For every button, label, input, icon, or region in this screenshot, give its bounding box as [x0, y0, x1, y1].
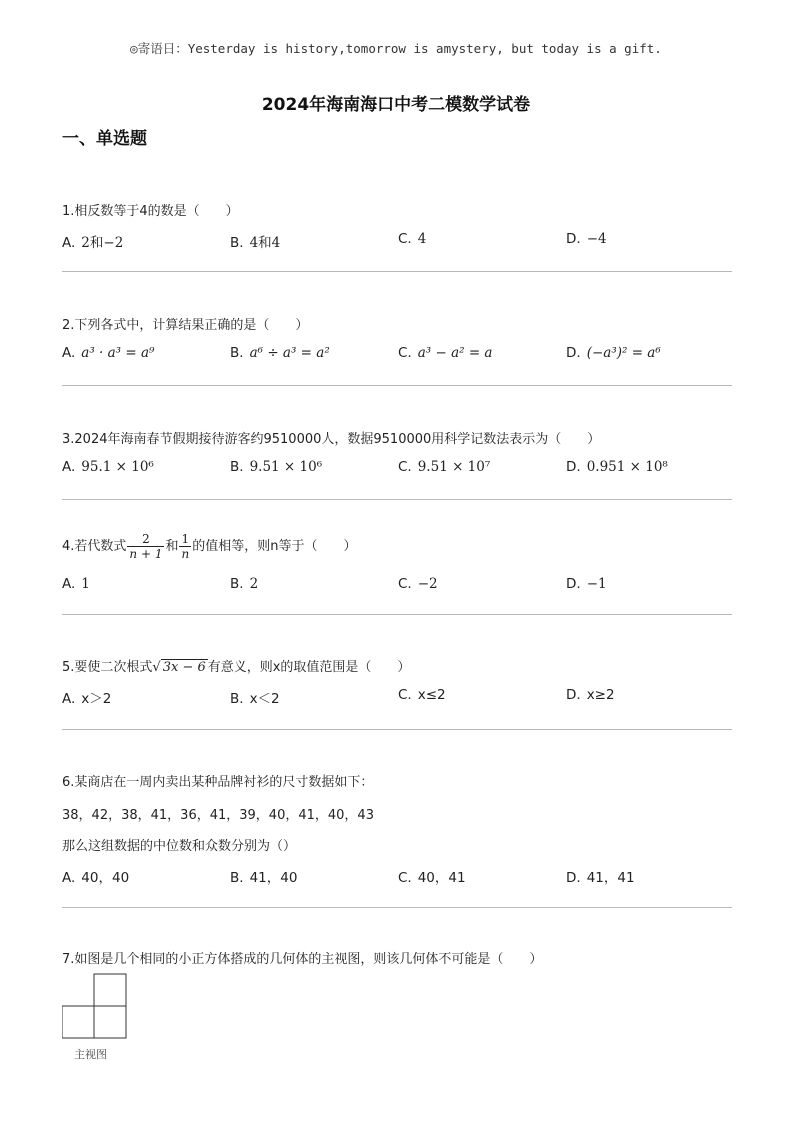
option-c[interactable]: C. x≤2: [398, 687, 446, 703]
option-c[interactable]: C. a³ − a² = a: [398, 345, 493, 361]
question-4: [62, 532, 732, 592]
option-a[interactable]: A. 1: [62, 576, 90, 592]
question-7: [62, 948, 732, 967]
question-5: [62, 656, 732, 707]
figure-caption: 主视图: [74, 1048, 107, 1061]
top-cube-square: [94, 974, 126, 1006]
bottom-left-cube-square: [62, 1006, 94, 1038]
option-d[interactable]: D. x≥2: [566, 687, 615, 703]
motto: ◎寄语日：Yesterday is history,tomorrow is amystery, but today is a gift.: [130, 41, 662, 56]
square-root-expression: √ 3x − 6: [152, 660, 206, 675]
option-d[interactable]: D. (−a³)² = a⁶: [566, 345, 661, 361]
front-view-figure: [62, 972, 132, 1062]
option-a[interactable]: A. 95.1 × 10⁶: [62, 459, 154, 475]
divider: [62, 907, 732, 908]
option-b[interactable]: B. 9.51 × 10⁶: [230, 459, 323, 475]
fraction-2-over-n-plus-1: $\frac{2}{n + 1}$: [129, 532, 163, 561]
option-d[interactable]: D. −4: [566, 231, 607, 247]
data-line: 38，42，38，41，36，41，39，40，41，40，43: [62, 808, 374, 823]
option-b[interactable]: B. x＜2: [230, 691, 280, 707]
question-2: [62, 314, 732, 361]
options-row: [62, 231, 732, 251]
option-b[interactable]: B. 4和4: [230, 235, 281, 251]
question-stem: 5.要使二次根式√ 3x − 6 有意义，则x的取值范围是（ ）: [62, 660, 411, 675]
front-view-diagram: [62, 972, 132, 1044]
option-a[interactable]: A. 2和−2: [62, 235, 124, 251]
question-stem: 7.如图是几个相同的小正方体搭成的几何体的主视图，则该几何体不可能是（ ）: [62, 952, 543, 967]
divider: [62, 271, 732, 272]
options-row: [62, 576, 732, 596]
divider: [62, 729, 732, 730]
option-a[interactable]: A. x＞2: [62, 691, 112, 707]
option-d[interactable]: D. 0.951 × 10⁸: [566, 459, 668, 475]
section-heading: 一、单选题: [62, 129, 147, 149]
options-row: [62, 345, 732, 365]
options-row: [62, 866, 732, 886]
exam-title: 2024年海南海口中考二模数学试卷: [261, 95, 531, 115]
option-a[interactable]: A. 40，40: [62, 870, 130, 886]
bottom-right-cube-square: [94, 1006, 126, 1038]
fraction-1-over-n: $\frac{1}{n}$: [181, 532, 190, 561]
question-3: [62, 428, 732, 475]
option-a[interactable]: A. a³ · a³ = a⁹: [62, 345, 155, 361]
divider: [62, 499, 732, 500]
question-stem: 3.2024年海南春节假期接待游客约9510000人，数据9510000用科学记数法表示为（ ）: [62, 432, 601, 447]
question-stem: 4.若代数式 $\frac{2}{n + 1}$ 和 $\frac{1}{n}$ 的值相等，则n等于（ ）: [62, 532, 357, 561]
options-row: [62, 459, 732, 479]
divider: [62, 614, 732, 615]
divider: [62, 385, 732, 386]
option-d[interactable]: D. 41，41: [566, 870, 635, 886]
question-line: 那么这组数据的中位数和众数分别为（）: [62, 839, 297, 854]
option-b[interactable]: B. 41，40: [230, 870, 298, 886]
option-c[interactable]: C. 40，41: [398, 870, 466, 886]
option-b[interactable]: B. 2: [230, 576, 259, 592]
question-6: [62, 771, 732, 886]
option-c[interactable]: C. −2: [398, 576, 438, 592]
options-row: [62, 687, 732, 707]
question-stem: 1.相反数等于4的数是（ ）: [62, 204, 239, 219]
question-stem: 2.下列各式中，计算结果正确的是（ ）: [62, 318, 309, 333]
question-stem: 6.某商店在一周内卖出某种品牌衬衫的尺寸数据如下：: [62, 775, 374, 790]
question-1: [62, 200, 732, 251]
option-b[interactable]: B. a⁶ ÷ a³ = a²: [230, 345, 330, 361]
option-d[interactable]: D. −1: [566, 576, 607, 592]
option-c[interactable]: C. 9.51 × 10⁷: [398, 459, 491, 475]
option-c[interactable]: C. 4: [398, 231, 427, 247]
